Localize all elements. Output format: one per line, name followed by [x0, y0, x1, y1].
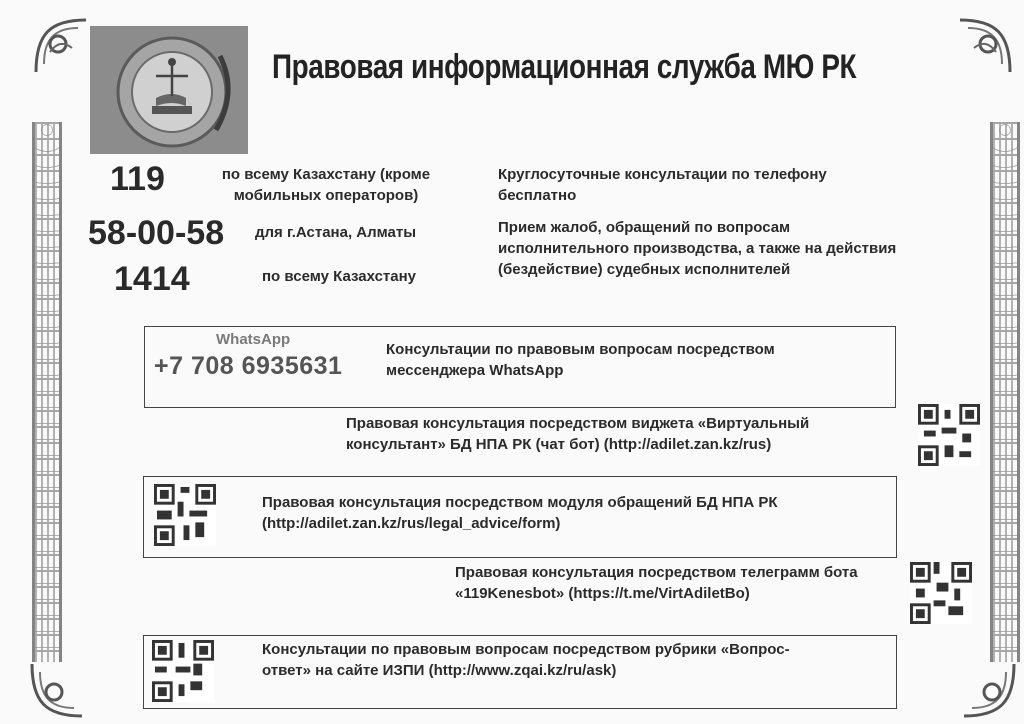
phone-coverage-119: по всему Казахстану (кроме мобильных операторов): [221, 166, 431, 204]
right-ornament-border: [990, 122, 1020, 662]
phone-coverage-580058: для г.Астана, Алматы: [255, 224, 417, 241]
corner-ornament-bottom-right-icon: [962, 660, 1020, 722]
whatsapp-description: Консультации по правовым вопросам посредством мессенджера WhatsApp: [386, 341, 775, 379]
whatsapp-label: WhatsApp: [216, 331, 291, 348]
whatsapp-number: +7 708 6935631: [154, 352, 343, 380]
phone-number-119: 119: [110, 160, 165, 198]
qr-code-telegram-icon: [910, 562, 972, 624]
module-description: Правовая консультация посредством модуля обращений БД НПА РК (http://adilet.zan.kz/rus/legal_advice/form): [262, 494, 778, 532]
qr-code-widget-icon: [918, 404, 980, 466]
widget-description: Правовая консультация посредством виджета «Виртуальный консультант» БД НПА РК (чат бот) (http://adilet.zan.kz/rus): [346, 415, 810, 453]
corner-ornament-top-left-icon: [30, 14, 88, 76]
hotline-description: Круглосуточные консультации по телефону бесплатно: [498, 166, 827, 204]
telegram-description: Правовая консультация посредством телеграмм бота «119Kenesbot» (https://t.me/VirtAdiletBo): [455, 564, 858, 602]
qr-code-module-icon: [154, 484, 216, 546]
phone-number-1414: 1414: [114, 260, 190, 298]
emblem-logo: [90, 26, 248, 154]
corner-ornament-bottom-left-icon: [26, 660, 84, 722]
izpi-description: Консультации по правовым вопросам посредством рубрики «Вопрос-ответ» на сайте ИЗПИ (http://www.zqai.kz/ru/ask): [262, 641, 790, 679]
page-title: Правовая информационная служба МЮ РК: [272, 48, 857, 86]
phone-coverage-1414: по всему Казахстану: [262, 268, 416, 285]
complaints-description: Прием жалоб, обращений по вопросам исполнительного производства, а также на действия (бездействие) судебных исполнителей: [498, 219, 897, 278]
corner-ornament-top-right-icon: [958, 14, 1016, 76]
qr-code-izpi-icon: [152, 640, 214, 702]
left-ornament-border: [32, 122, 62, 662]
phone-number-580058: 58-00-58: [88, 214, 225, 252]
emblem-icon: [90, 26, 248, 154]
